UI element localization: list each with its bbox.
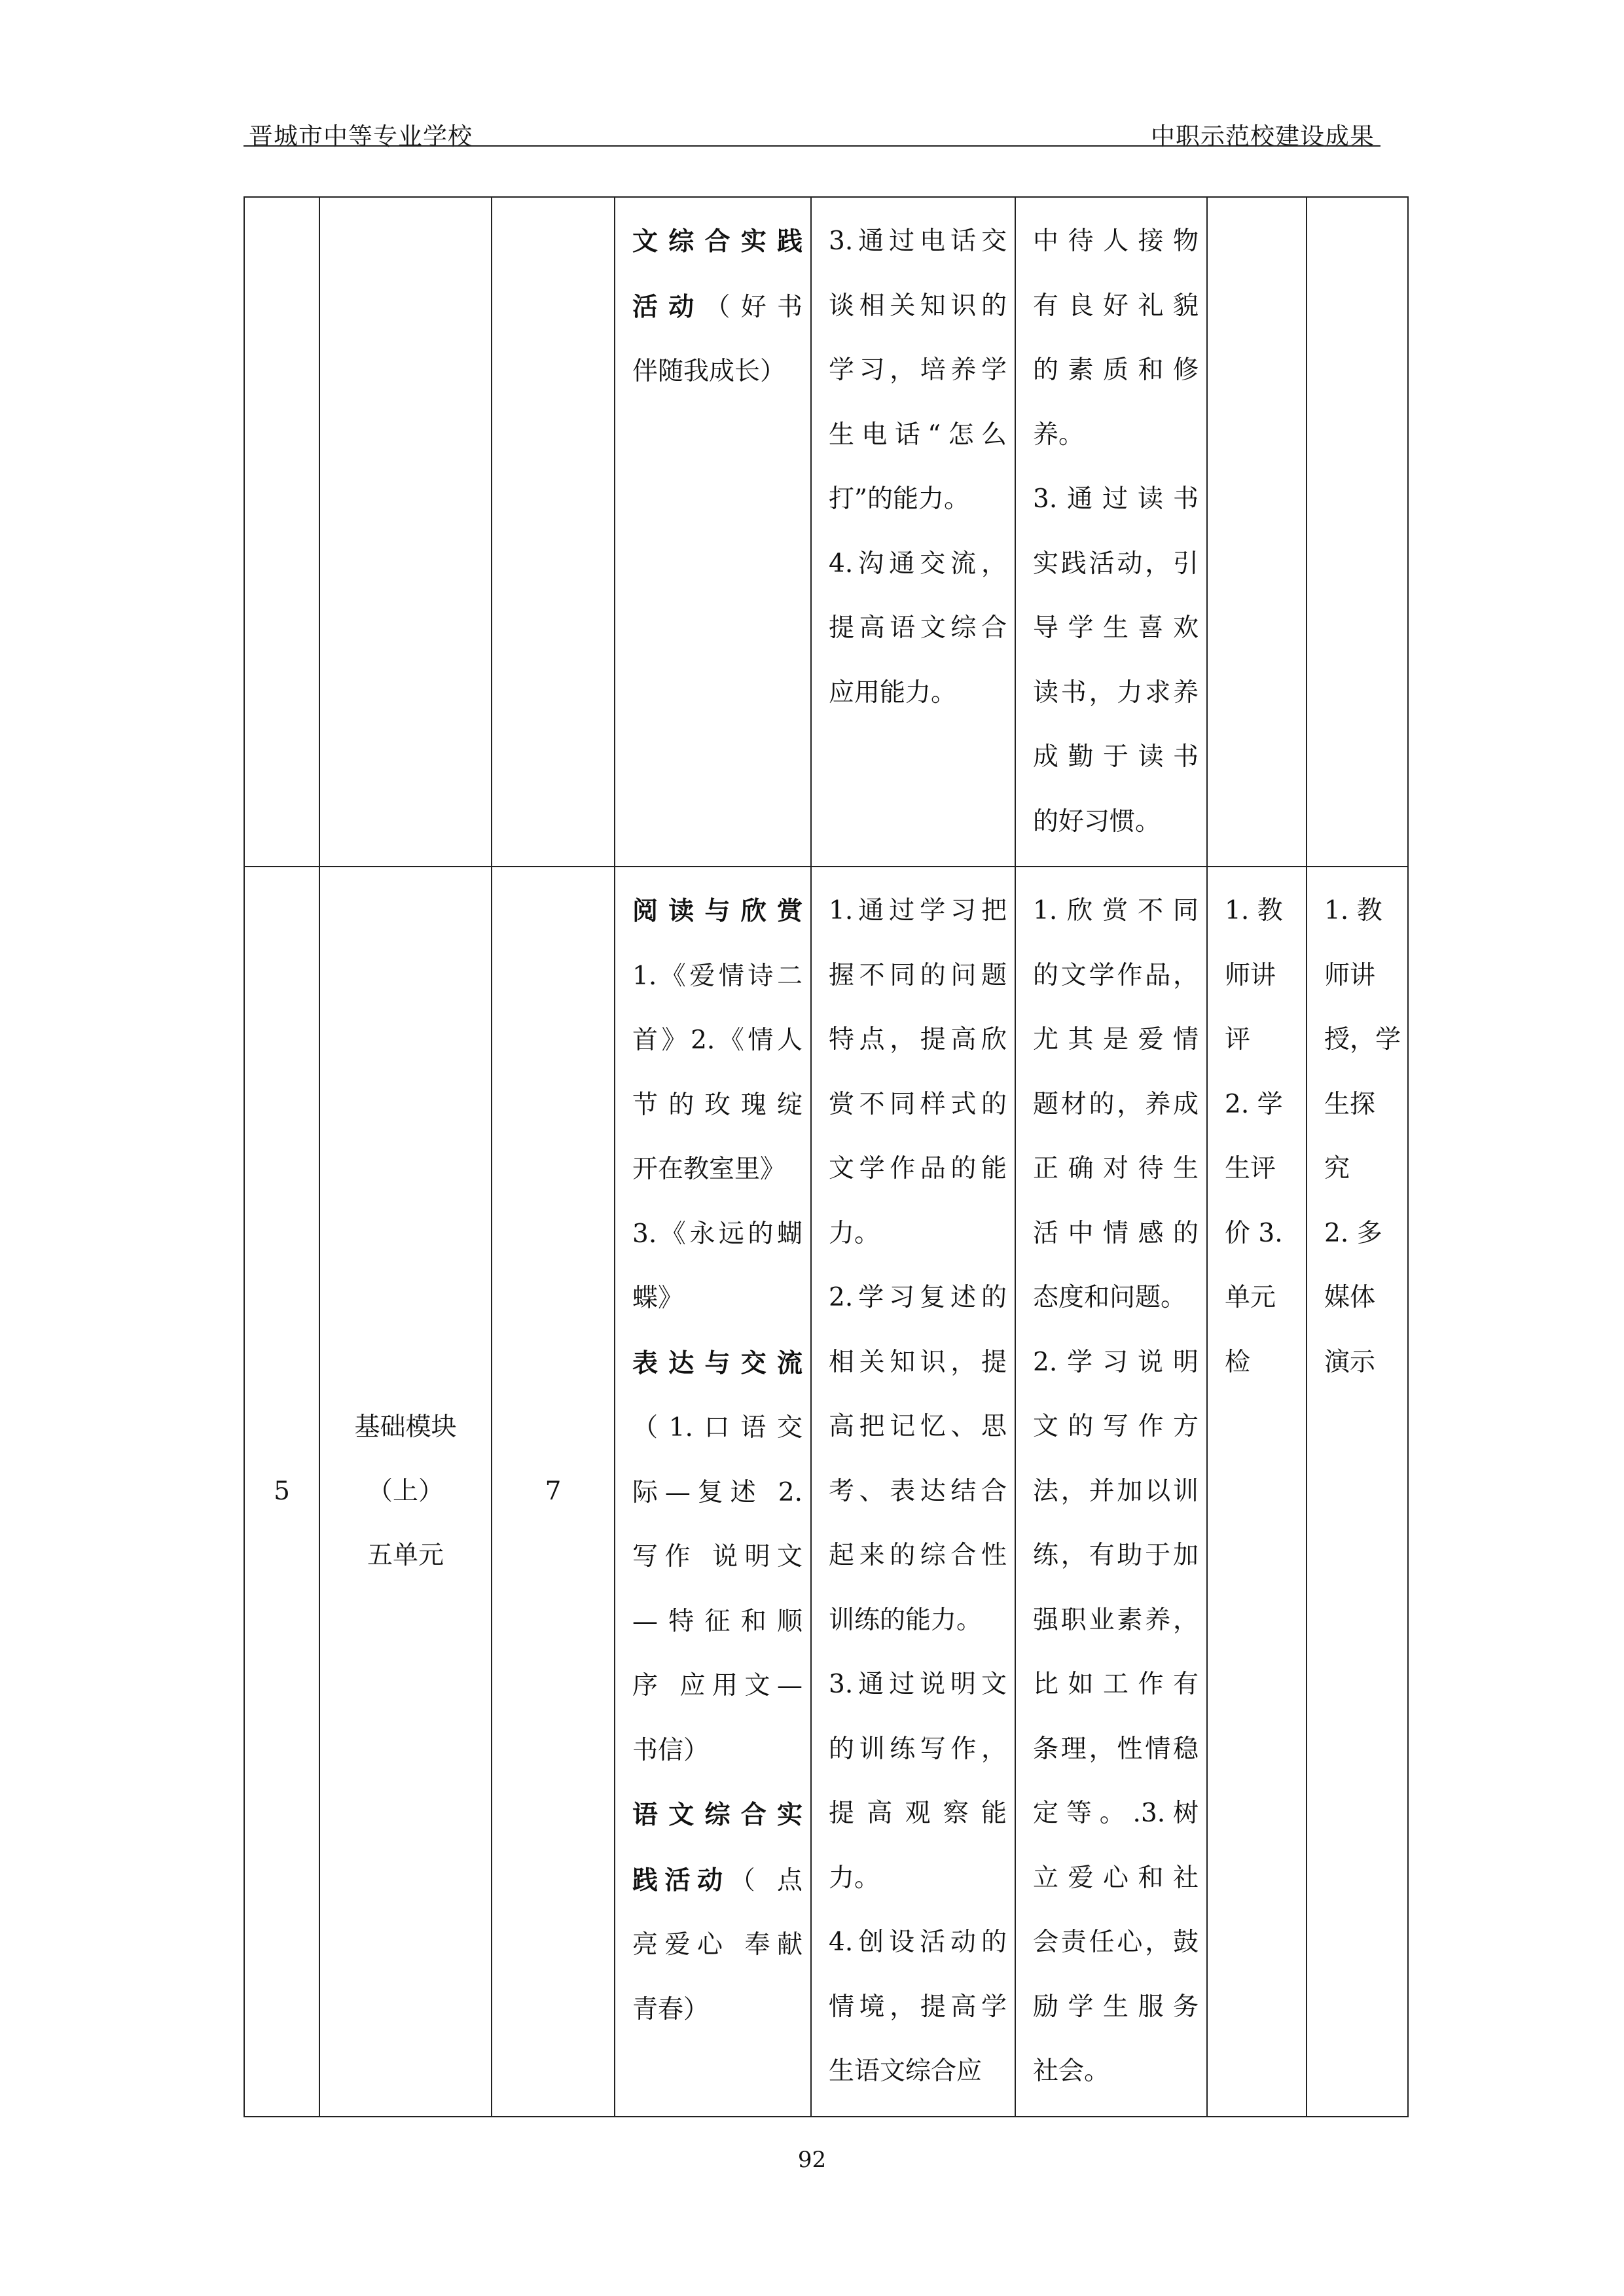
cell-text-line: 的文学作品， — [1033, 960, 1199, 990]
cell-text-line: 单元 — [1225, 1283, 1276, 1312]
cell-text-line: 考、表达结合 — [829, 1476, 1007, 1506]
cell-text-line: 应用能力。 — [829, 677, 957, 708]
cell-text-line — [632, 1461, 803, 1526]
cell-text-line: 的训练写作， — [829, 1734, 1007, 1764]
line-text: 蝶》 — [632, 1283, 684, 1313]
cell-text-line: 高把记忆、思 — [829, 1412, 1007, 1441]
bold-heading: 表达与交流 — [632, 1348, 803, 1378]
module-line: 五单元 — [367, 1540, 444, 1570]
cell-text-line: 价 3. — [1225, 1218, 1283, 1248]
module-line: 基础模块 — [354, 1412, 457, 1442]
cell-text-line: 检 — [1225, 1347, 1251, 1377]
cell-text-line — [632, 1266, 803, 1331]
line-text: 写作 说明文 — [632, 1542, 803, 1571]
cell-text-line: 起来的综合性 — [829, 1541, 1007, 1570]
cell-text-line — [632, 1978, 803, 2043]
cell-text-line: 社会。 — [1033, 2056, 1110, 2086]
cell-text-line — [632, 1202, 803, 1267]
cell-teaching-method — [1307, 197, 1408, 867]
table-row — [244, 867, 1408, 2117]
cell-text-line: 相关知识，提 — [829, 1347, 1007, 1377]
cell-text-line — [632, 1525, 803, 1590]
cell-content — [615, 197, 811, 867]
cell-text-line — [632, 1138, 803, 1202]
cell-text-line: 尤其是爱情 — [1033, 1025, 1199, 1054]
page-number: 92 — [797, 2147, 827, 2173]
cell-text-line — [632, 1073, 803, 1138]
cell-text-line — [632, 879, 803, 944]
cell-text-line — [632, 1009, 803, 1073]
cell-content — [615, 867, 811, 2117]
cell-text-line: 养。 — [1033, 420, 1085, 450]
cell-text-line: 情境，提高学 — [829, 1992, 1007, 2022]
line-text: 开在教室里》 — [632, 1155, 786, 1184]
bold-heading: 活动 — [632, 291, 705, 322]
line-text: 亮爱心 奉献 — [632, 1930, 803, 1960]
cell-hours: 7 — [492, 867, 615, 2117]
cell-index: 5 — [244, 867, 319, 2117]
table-row — [244, 197, 1408, 867]
cell-text-line: 师讲 — [1225, 960, 1276, 990]
cell-text-line: 成勤于读书 — [1033, 742, 1199, 772]
bold-heading: 践活动 — [632, 1865, 730, 1895]
cell-text-line: 究 — [1324, 1154, 1350, 1183]
cell-text-line: 立爱心和社 — [1033, 1863, 1199, 1893]
cell-text-line: 特点，提高欣 — [829, 1025, 1007, 1054]
cell-text-line: 法，并加以训 — [1033, 1476, 1199, 1506]
line-text: 序 应用文— — [632, 1671, 803, 1700]
cell-text-line: 强职业素养， — [1033, 1605, 1199, 1635]
cell-text-line: 授，学 — [1324, 1025, 1401, 1054]
cell-assessment-method — [1207, 867, 1307, 2117]
cell-text-line: 4.沟通交流， — [829, 548, 1007, 579]
cell-text-line: 2.学习复述的 — [829, 1283, 1007, 1312]
bold-heading: 文综合实践 — [632, 226, 803, 257]
cell-text-line — [632, 1396, 803, 1461]
cell-text-line: 力。 — [829, 1863, 880, 1893]
line-text: 书信） — [632, 1735, 710, 1765]
cell-module — [319, 867, 492, 2117]
cell-text-line: 条理，性情稳 — [1033, 1734, 1199, 1764]
bold-heading: 阅读与欣赏 — [632, 896, 803, 926]
cell-text-line: 提高观察能 — [829, 1799, 1007, 1828]
curriculum-table — [244, 196, 1409, 2117]
cell-text-line: 演示 — [1324, 1347, 1376, 1377]
cell-text-line: 有良好礼貌 — [1033, 291, 1199, 321]
cell-text-line: 2. 学 — [1225, 1089, 1283, 1119]
cell-text-line: 4.创设活动的 — [829, 1928, 1007, 1957]
cell-text-line: 谈相关知识的 — [829, 291, 1007, 321]
line-text: 际—复述 2. — [632, 1477, 803, 1507]
cell-text-line: 学习，培养学 — [829, 355, 1007, 385]
cell-text-line: 打”的能力。 — [829, 484, 969, 514]
cell-text-line: 导学生喜欢 — [1033, 613, 1199, 643]
bold-heading: 语文综合实 — [632, 1800, 803, 1830]
line-text: （1.口语交 — [632, 1413, 803, 1443]
cell-text-line: 文学作品的能 — [829, 1154, 1007, 1183]
cell-text-line: 练，有助于加 — [1033, 1541, 1199, 1570]
cell-text-line: 文的写作方 — [1033, 1412, 1199, 1441]
cell-text-line: 训练的能力。 — [829, 1605, 983, 1635]
line-text: 青春） — [632, 1994, 710, 2024]
cell-text-line — [632, 1590, 803, 1655]
line-suffix: （ 点 — [729, 1865, 803, 1895]
line-text: —特征和顺 — [632, 1606, 803, 1636]
cell-text-line: 题材的，养成 — [1033, 1089, 1199, 1119]
line-text: 节的玫瑰绽 — [632, 1090, 803, 1120]
cell-text-line: 1.通过学习把 — [829, 896, 1007, 925]
cell-text-line: 生电话“怎么 — [829, 420, 1007, 450]
cell-text-line — [632, 275, 803, 340]
cell-module — [319, 197, 492, 867]
cell-assessment-method — [1207, 197, 1307, 867]
cell-text-line: 正确对待生 — [1033, 1154, 1199, 1183]
cell-text-line: 实践活动，引 — [1033, 548, 1199, 579]
cell-text-line: 的好习惯。 — [1033, 806, 1161, 836]
cell-quality-goals — [1015, 197, 1207, 867]
line-text: 3.《永远的蝴 — [632, 1219, 803, 1249]
cell-text-line: 励学生服务 — [1033, 1992, 1199, 2022]
cell-text-line — [632, 1848, 803, 1914]
cell-text-line — [632, 1719, 803, 1784]
cell-text-line: 定等。.3.树 — [1033, 1799, 1199, 1828]
cell-text-line: 生语文综合应 — [829, 2056, 983, 2086]
cell-text-line: 力。 — [829, 1218, 880, 1248]
cell-text-line: 提高语文综合 — [829, 613, 1007, 643]
cell-text-line: 评 — [1225, 1025, 1251, 1054]
cell-text-line: 比如工作有 — [1033, 1670, 1199, 1699]
cell-text-line: 态度和问题。 — [1033, 1283, 1187, 1312]
cell-text-line: 中待人接物 — [1033, 226, 1199, 256]
cell-text-line: 3.通过说明文 — [829, 1670, 1007, 1699]
header-rule — [244, 145, 1380, 147]
cell-ability-goals — [811, 867, 1015, 2117]
cell-text-line: 2. 多 — [1324, 1218, 1382, 1248]
cell-text-line: 生评 — [1225, 1154, 1276, 1183]
cell-text-line — [632, 340, 803, 404]
cell-quality-goals — [1015, 867, 1207, 2117]
cell-text-line: 1. 教 — [1324, 896, 1382, 925]
cell-text-line: 1. 教 — [1225, 896, 1283, 925]
cell-text-line — [632, 1331, 803, 1397]
cell-text-line: 会责任心，鼓 — [1033, 1928, 1199, 1957]
cell-text-line: 媒体 — [1324, 1283, 1376, 1312]
cell-text-line: 赏不同样式的 — [829, 1089, 1007, 1119]
cell-index — [244, 197, 319, 867]
cell-text-line — [632, 1783, 803, 1848]
cell-text-line — [632, 944, 803, 1009]
cell-text-line: 3.通过电话交 — [829, 226, 1007, 256]
cell-text-line: 生探 — [1324, 1089, 1376, 1119]
cell-text-line: 的素质和修 — [1033, 355, 1199, 385]
cell-text-line: 3.通过读书 — [1033, 484, 1199, 514]
cell-text-line — [632, 1913, 803, 1978]
module-line: （上） — [367, 1476, 444, 1506]
header-school-name: 晋城市中等专业学校 — [249, 122, 473, 151]
cell-text-line: 1.欣赏不同 — [1033, 896, 1199, 925]
line-text: 首》2.《情人 — [632, 1026, 803, 1055]
cell-text-line: 活中情感的 — [1033, 1218, 1199, 1248]
line-suffix: （好书 — [704, 292, 803, 322]
line-text: 伴随我成长） — [632, 357, 786, 386]
header-section-title: 中职示范校建设成果 — [1151, 122, 1375, 151]
cell-text-line — [632, 209, 803, 275]
cell-ability-goals — [811, 197, 1015, 867]
cell-text-line: 2.学习说明 — [1033, 1347, 1199, 1377]
line-text: 1.《爱情诗二 — [632, 961, 803, 991]
cell-text-line: 握不同的问题 — [829, 960, 1007, 990]
cell-hours — [492, 197, 615, 867]
cell-text-line: 师讲 — [1324, 960, 1376, 990]
cell-text-line — [632, 1654, 803, 1719]
cell-text-line: 读书，力求养 — [1033, 677, 1199, 708]
cell-teaching-method — [1307, 867, 1408, 2117]
